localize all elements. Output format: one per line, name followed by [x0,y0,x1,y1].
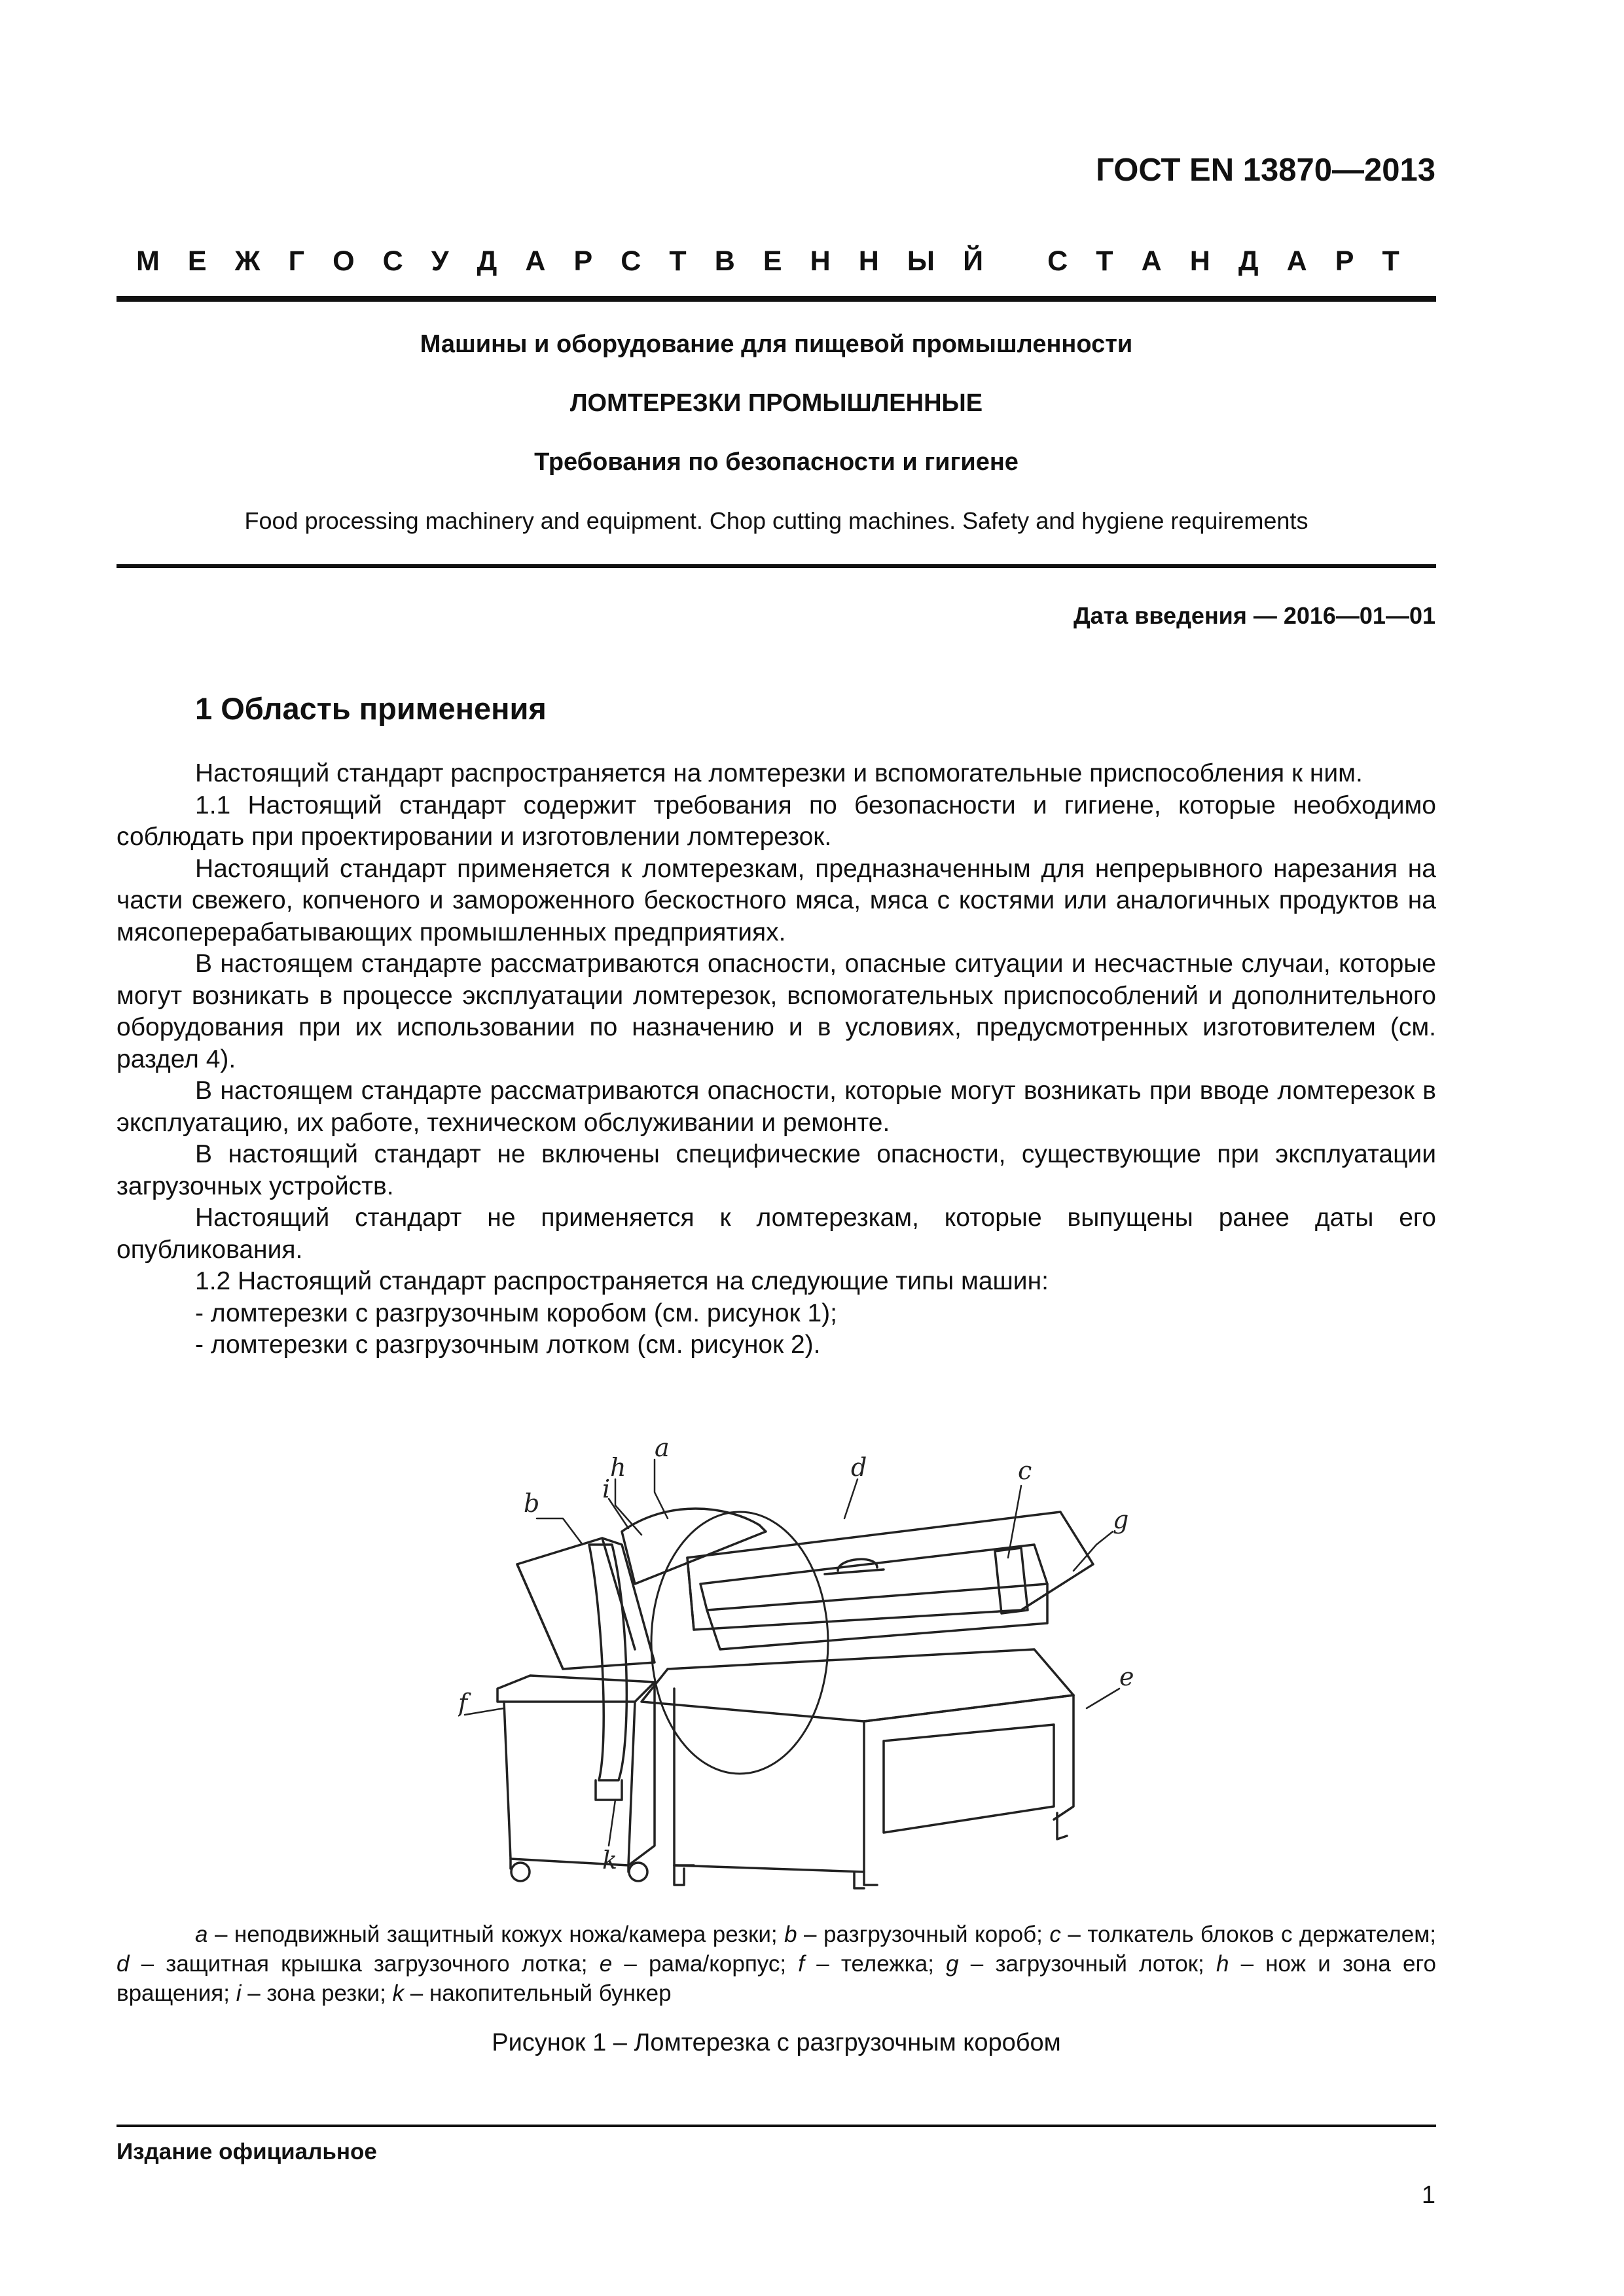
banner-letter: Н [858,245,879,277]
label-c: c [1018,1456,1032,1485]
title-group: Машины и оборудование для пищевой промышленности [420,331,1133,358]
legend-key: d [117,1951,130,1977]
legend-key: h [1216,1951,1229,1977]
paragraph: В настоящий стандарт не включены специфические опасности, существующие при эксплуатации загрузочных устройств. [117,1140,1436,1200]
list-item: - ломтерезки с разгрузочным коробом (см. рисунок 1); [195,1299,837,1327]
banner-letter: А [1141,245,1162,277]
introduction-date: Дата введения — 2016—01—01 [1073,602,1435,629]
legend-text: – нож и зона его вращения; [117,1951,1436,2006]
banner-letter: А [1286,245,1307,277]
legend-key: f [798,1951,805,1977]
label-b: b [524,1489,540,1518]
banner-letter: Н [810,245,831,277]
label-g: g [1113,1505,1129,1534]
legend-key: i [236,1981,242,2006]
legend-key: a [195,1922,208,1947]
banner-letter: М [136,245,160,277]
banner-letter: В [714,245,735,277]
paragraph: В настоящем стандарте рассматриваются опасности, опасные ситуации и несчастные случаи, которые могут возникать в процессе эксплуатации ломтерезок, вспомогательных приспособлений и дополнительного оборудования при их использовании по назначению и в условиях, предусмотренных изготовителем (см. раздел 4). [117,950,1436,1073]
legend-text: – рама/корпус; [612,1951,799,1977]
banner-letter: Е [187,245,207,277]
legend-key: c [1049,1922,1061,1947]
legend-key: k [392,1981,405,2006]
banner-letter: С [382,245,403,277]
paragraph: Настоящий стандарт распространяется на ломтерезки и вспомогательные приспособления к ним. [195,759,1363,787]
banner-letter: Ж [234,245,261,277]
banner-letter: Д [477,245,497,277]
list-item: - ломтерезки с разгрузочным лотком (см. рисунок 2). [195,1331,821,1359]
section-body [117,758,1436,1361]
figure-legend [117,1920,1436,2008]
banner-letter: Д [1238,245,1259,277]
banner-letter: Н [1189,245,1210,277]
paragraph: 1.2 Настоящий стандарт распространяется на следующие типы машин: [195,1267,1049,1295]
banner-letter: Г [288,245,305,277]
header-rule [117,296,1436,302]
legend-key: b [784,1922,797,1947]
frame-body [641,1649,1074,1888]
paragraph: В настоящем стандарте рассматриваются опасности, которые могут возникать при вводе ломтерезок в эксплуатацию, их работе, техническом обслуживании и ремонте. [117,1077,1436,1137]
label-i: i [602,1475,611,1503]
title-main: ЛОМТЕРЕЗКИ ПРОМЫШЛЕННЫЕ [569,389,983,417]
legend-text: – тележка; [804,1951,947,1977]
legend-text: – зона резки; [241,1981,393,2006]
machine-drawing [458,1414,1146,1911]
banner-letter: Р [1335,245,1354,277]
trolley [497,1676,655,1881]
figure-labels [458,1433,1134,1874]
legend-text: – защитная крышка загрузочного лотка; [129,1951,600,1977]
page-number: 1 [1421,2181,1435,2209]
banner-letter: У [431,245,449,277]
label-k: k [602,1846,618,1874]
banner-letter: Т [669,245,687,277]
title-rule [117,564,1436,568]
banner-letter: А [525,245,546,277]
label-e: e [1119,1662,1134,1691]
legend-text: – толкатель блоков с держателем; [1060,1922,1436,1947]
paragraph: Настоящий стандарт не применяется к ломтерезкам, которые выпущены ранее даты его опубликования. [117,1204,1436,1264]
paragraph: Настоящий стандарт применяется к ломтерезкам, предназначенным для непрерывного нарезания на части свежего, копченого и замороженного бескостного мяса, мяса с костями или аналогичных продуктов на мясоперерабатывающих промышленных предприятиях. [117,854,1436,946]
label-h: h [610,1453,626,1482]
legend-key: g [946,1951,959,1977]
paragraph: 1.1 Настоящий стандарт содержит требования по безопасности и гигиене, которые необходимо соблюдать при проектировании и изготовлении ломтерезок. [117,791,1436,851]
banner-letter: С [621,245,641,277]
legend-text: – разгрузочный короб; [797,1922,1050,1947]
banner-letter: С [1047,245,1068,277]
banner-letter: Е [763,245,782,277]
banner-letter: Й [963,245,983,277]
interstate-standard-banner [136,245,1399,278]
banner-letter: Ы [907,245,935,277]
banner-letter: Р [573,245,593,277]
label-d: d [851,1453,867,1482]
label-a: a [655,1433,670,1462]
banner-letter: О [333,245,355,277]
banner-letter [1011,245,1019,278]
title-english: Food processing machinery and equipment. Chop cutting machines. Safety and hygiene requirements [244,507,1308,534]
legend-text: – неподвижный защитный кожух ножа/камера резки; [208,1922,785,1947]
figure-caption [117,1920,1436,2008]
label-f: f [458,1689,468,1717]
figure-title: Рисунок 1 – Ломтерезка с разгрузочным коробом [492,2029,1061,2056]
banner-letter: Т [1096,245,1113,277]
blade-guard [622,1509,766,1584]
footer-rule [117,2125,1436,2127]
section-heading: 1 Область применения [195,691,547,726]
loading-chute [687,1512,1093,1649]
discharge-box [517,1538,655,1669]
banner-letter: Т [1382,245,1399,277]
legend-text: – накопительный бункер [404,1981,672,2006]
edition-label: Издание официальное [117,2139,377,2164]
collection-hopper [589,1545,626,1800]
legend-key: e [599,1951,613,1977]
legend-text: – загрузочный лоток; [958,1951,1216,1977]
title-sub: Требования по безопасности и гигиене [534,448,1019,476]
standard-number: ГОСТ EN 13870—2013 [1096,152,1435,188]
